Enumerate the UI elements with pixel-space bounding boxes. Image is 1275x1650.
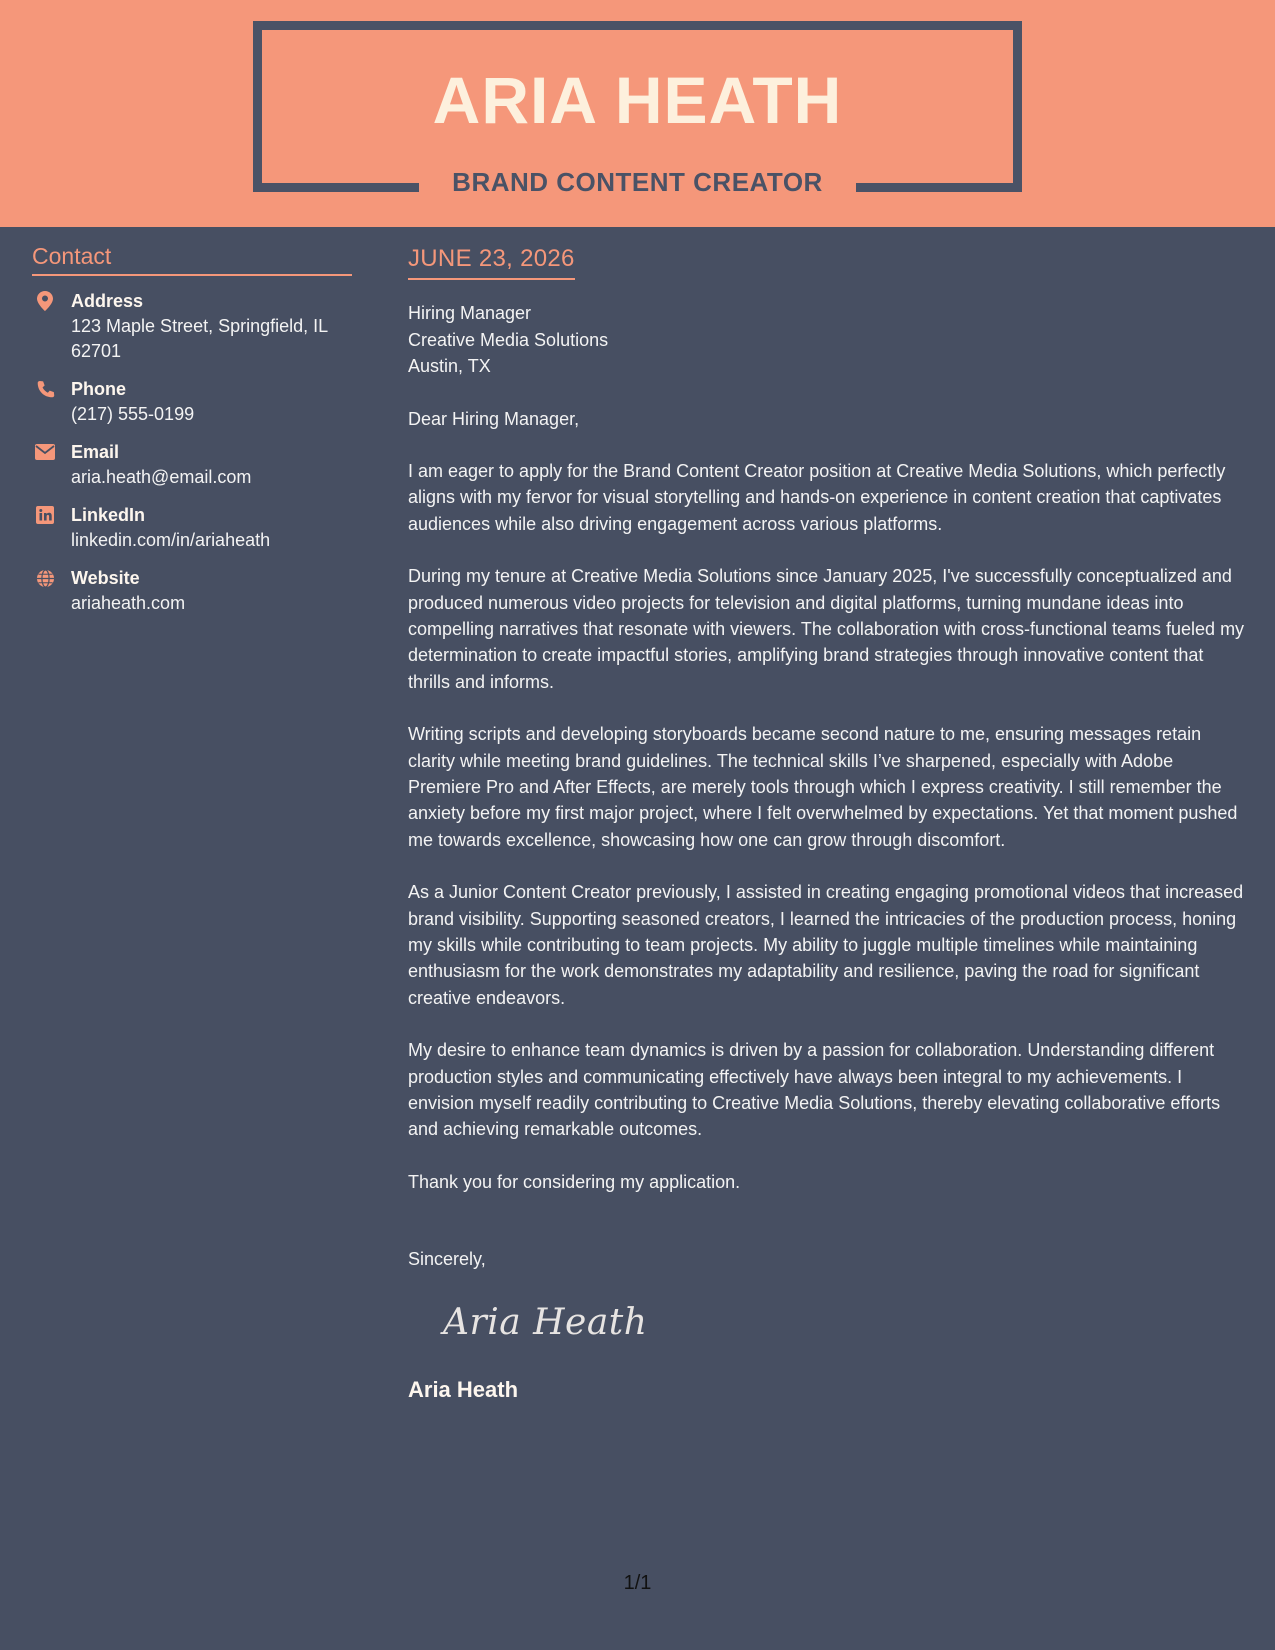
contact-label: Address: [71, 291, 144, 311]
linkedin-icon: [35, 505, 55, 525]
contact-value: ariaheath.com: [71, 593, 186, 613]
page-number: 1/1: [623, 1572, 652, 1594]
frame-border-bottom-left: [253, 183, 419, 192]
letter-paragraph: I am eager to apply for the Brand Content Creator position at Creative Media Solutions, which perfectly aligns with my fervor for visual storytelling and hands-on experience in content creation that captivates audiences while also driving engagement across various platforms.: [408, 460, 1226, 534]
contact-phone: [32, 377, 352, 427]
phone-icon: [35, 379, 55, 399]
recipient-line: Hiring Manager: [408, 303, 532, 323]
letter-paragraph: My desire to enhance team dynamics is driven by a passion for collaboration. Understanding different production styles and communicating effectively have always been integral to my achievements. I envision myself readily contributing to Creative Media Solutions, thereby elevating collaborative efforts and achieving remarkable outcomes.: [408, 1040, 1221, 1140]
contact-linkedin: [32, 503, 352, 553]
frame-border-bottom-right: [856, 183, 1022, 192]
letter-paragraph: During my tenure at Creative Media Solutions since January 2025, I've successfully conceptualized and produced numerous video projects for television and digital platforms, turning mundane ideas into compelling narratives that resonate with viewers. The collaboration with cross-functional teams fueled my determination to create impactful stories, amplifying brand strategies through innovative content that thrills and informs.: [408, 566, 1245, 692]
contact-value: linkedin.com/in/ariaheath: [71, 530, 271, 550]
recipient-block: [408, 300, 1248, 380]
letter-date: JUNE 23, 2026: [408, 245, 575, 280]
closing: Sincerely,: [408, 1249, 486, 1270]
letter-paragraph: As a Junior Content Creator previously, I assisted in creating engaging promotional videos that increased brand visibility. Supporting seasoned creators, I learned the intricacies of the production process, honing my skills while contributing to team projects. My ability to juggle multiple timelines while maintaining enthusiasm for the work demonstrates my adaptability and resilience, paving the road for significant creative endeavors.: [408, 882, 1244, 1008]
greeting: Dear Hiring Manager,: [408, 408, 580, 429]
contact-label: Website: [71, 568, 140, 588]
contact-website: [32, 566, 352, 616]
frame-border-right: [1013, 21, 1022, 192]
job-title: BRAND CONTENT CREATOR: [452, 167, 823, 197]
contact-sidebar: [32, 243, 352, 616]
contact-value: aria.heath@email.com: [71, 467, 252, 487]
contact-value: 123 Maple Street, Springfield, IL 62701: [71, 316, 328, 361]
letter-paragraph: Thank you for considering my application.: [408, 1171, 741, 1192]
contact-label: Phone: [71, 379, 127, 399]
contact-email: [32, 440, 352, 490]
contact-label: LinkedIn: [71, 505, 146, 525]
signer-name: Aria Heath: [408, 1377, 519, 1403]
frame-border-top: [253, 21, 1022, 30]
letter-paragraph: Writing scripts and developing storyboards became second nature to me, ensuring messages retain clarity while meeting brand guidelines. The technical skills I’ve sharpened, especially with Adobe Premiere Pro and After Effects, are merely tools through which I express creativity. I still remember the anxiety before my first major project, where I felt overwhelmed by expectations. Yet that moment pushed me towards excellence, showcasing how one can grow through discomfort.: [408, 724, 1238, 850]
envelope-icon: [35, 442, 55, 462]
contact-address: [32, 289, 352, 364]
frame-border-left: [253, 21, 262, 192]
recipient-line: Austin, TX: [408, 356, 491, 376]
handwritten-signature: Aria Heath: [443, 1302, 648, 1344]
contact-heading: Contact: [32, 243, 352, 276]
contact-label: Email: [71, 442, 120, 462]
letter-body: [408, 245, 1248, 1403]
recipient-line: Creative Media Solutions: [408, 329, 609, 350]
globe-icon: [35, 568, 55, 588]
map-pin-icon: [35, 291, 55, 311]
contact-value: (217) 555-0199: [71, 404, 195, 424]
header-banner: [0, 0, 1275, 227]
applicant-name: ARIA HEATH: [432, 63, 843, 137]
